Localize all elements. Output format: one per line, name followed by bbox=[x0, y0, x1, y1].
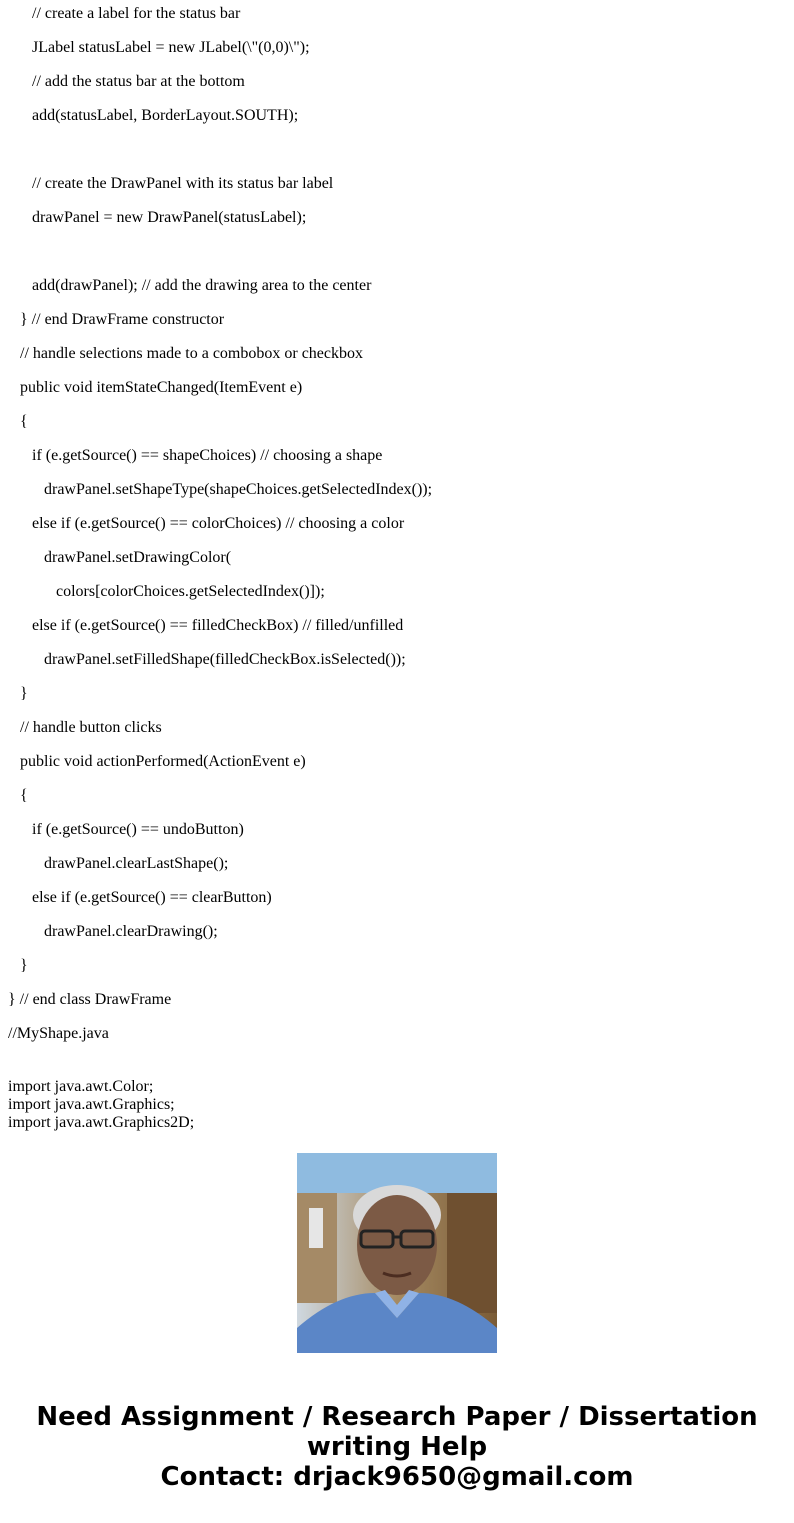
import-line: import java.awt.Graphics2D; bbox=[8, 1114, 195, 1131]
code-line: { bbox=[20, 413, 28, 430]
code-line: else if (e.getSource() == filledCheckBox) // filled/unfilled bbox=[32, 617, 404, 634]
code-line: drawPanel.setShapeType(shapeChoices.getSelectedIndex()); bbox=[44, 481, 433, 498]
code-line: } // end DrawFrame constructor bbox=[20, 311, 225, 328]
code-line: colors[colorChoices.getSelectedIndex()]); bbox=[56, 583, 325, 600]
code-line: // handle button clicks bbox=[20, 719, 162, 736]
promo-banner bbox=[0, 1402, 794, 1492]
promo-line-2: writing Help bbox=[306, 1432, 488, 1462]
code-line: drawPanel.setDrawingColor( bbox=[44, 549, 232, 566]
code-line: } bbox=[20, 685, 28, 702]
import-line: import java.awt.Graphics; bbox=[8, 1096, 175, 1113]
promo-contact: Contact: drjack9650@gmail.com bbox=[160, 1462, 634, 1492]
code-line: drawPanel.clearDrawing(); bbox=[44, 923, 218, 940]
code-line: add(statusLabel, BorderLayout.SOUTH); bbox=[32, 107, 299, 124]
author-photo bbox=[297, 1153, 497, 1353]
person-photo-icon bbox=[297, 1153, 497, 1353]
code-line: // add the status bar at the bottom bbox=[32, 73, 245, 90]
code-line: else if (e.getSource() == clearButton) bbox=[32, 889, 272, 906]
code-line: add(drawPanel); // add the drawing area to the center bbox=[32, 277, 372, 294]
code-line: public void actionPerformed(ActionEvent e) bbox=[20, 753, 306, 770]
code-line: // create a label for the status bar bbox=[32, 5, 241, 22]
code-line: // handle selections made to a combobox or checkbox bbox=[20, 345, 364, 362]
code-line: drawPanel.setFilledShape(filledCheckBox.isSelected()); bbox=[44, 651, 406, 668]
code-line: // create the DrawPanel with its status bar label bbox=[32, 175, 334, 192]
code-line: drawPanel = new DrawPanel(statusLabel); bbox=[32, 209, 307, 226]
code-line: if (e.getSource() == shapeChoices) // choosing a shape bbox=[32, 447, 383, 464]
code-line: public void itemStateChanged(ItemEvent e) bbox=[20, 379, 303, 396]
code-line: } bbox=[20, 957, 28, 974]
imports-block bbox=[8, 1078, 194, 1132]
code-line bbox=[0, 136, 32, 170]
code-line: drawPanel.clearLastShape(); bbox=[44, 855, 229, 872]
import-line: import java.awt.Color; bbox=[8, 1078, 154, 1095]
promo-line-1: Need Assignment / Research Paper / Dissertation bbox=[36, 1402, 758, 1432]
code-line: } // end class DrawFrame bbox=[8, 991, 172, 1008]
code-line: //MyShape.java bbox=[8, 1025, 109, 1042]
code-line: else if (e.getSource() == colorChoices) // choosing a color bbox=[32, 515, 405, 532]
code-line bbox=[0, 238, 32, 272]
code-line: { bbox=[20, 787, 28, 804]
code-line: JLabel statusLabel = new JLabel(\"(0,0)\"); bbox=[32, 39, 310, 56]
code-line: if (e.getSource() == undoButton) bbox=[32, 821, 244, 838]
